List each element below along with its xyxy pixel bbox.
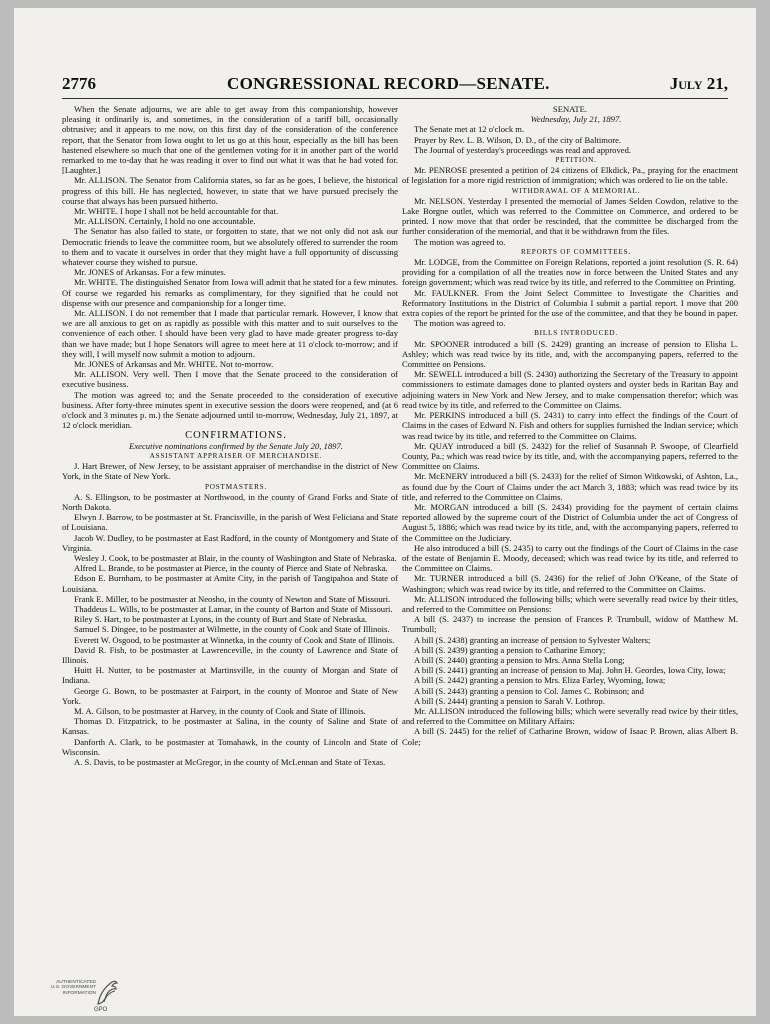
subheading: ASSISTANT APPRAISER OF MERCHANDISE. <box>149 451 323 460</box>
paragraph: A bill (S. 2438) granting an increase of pension to Sylvester Walters; <box>414 634 651 645</box>
paragraph: A bill (S. 2439) granting a pension to Catharine Emory; <box>414 644 606 655</box>
paragraph: A bill (S. 2441) granting an increase of pension to Maj. John H. Geordes, Iowa City, Iowa; <box>414 665 726 676</box>
paragraph: The Senate met at 12 o'clock m. <box>414 124 525 135</box>
paragraph: Mr. ALLISON. The Senator from California states, so far as he goes, I believe, the historical progress of this bill. He has neglected, however, to state that we have pursued precisely the course that always has been pursued hitherto. <box>62 175 398 206</box>
gpo-mark: GPO <box>94 1007 108 1013</box>
paragraph: George G. Bown, to be postmaster at Fairport, in the county of Monroe and State of New York. <box>62 685 398 706</box>
paragraph: Danforth A. Clark, to be postmaster at Tomahawk, in the county of Lincoln and State of Wisconsin. <box>62 736 398 757</box>
page-header <box>62 74 728 96</box>
paragraph: Mr. TURNER introduced a bill (S. 2436) for the relief of John O'Keane, of the State of Washington; which was read twice by its title, and referred to the Committee on Claims. <box>402 573 738 594</box>
subheading: BILLS INTRODUCED. <box>534 329 618 338</box>
right-column <box>402 104 738 976</box>
paragraph: Mr. QUAY introduced a bill (S. 2432) for the relief of Susannah P. Swoope, of Clearfield County, Pa.; which was read twice by its title, and, with the accompanying papers, referred to the Committee on Claims. <box>402 440 738 472</box>
paragraph: Huitt H. Nutter, to be postmaster at Martinsville, in the county of Morgan and State of Indiana. <box>62 665 398 686</box>
paragraph: J. Hart Brewer, of New Jersey, to be assistant appraiser of merchandise in the district of New York, in the State of New York. <box>62 461 398 482</box>
page-title: CONGRESSIONAL RECORD—SENATE. <box>227 74 550 93</box>
paragraph: Mr. WHITE. The distinguished Senator from Iowa will admit that he stated for a few minutes. Of course we regarded his remarks as complimentary, for they signified that he could not dispense with our presence and companionship for a longer time. <box>62 277 398 308</box>
paragraph: Mr. McENERY introduced a bill (S. 2433) for the relief of Simon Witkowski, of Ashton, La., as found due by the Court of Claims under the act March 3, 1883; which was read twice by its title, and referred to the Committee on Claims. <box>402 471 738 502</box>
paragraph: A bill (S. 2440) granting a pension to Mrs. Anna Stella Long; <box>414 654 625 665</box>
paragraph: Mr. ALLISON. I do not remember that I made that particular remark. However, I know that we are all anxious to get on as rapidly as possible with this matter and to suit ourselves to the convenience of each other. I should have been very glad to have made greater progress to-day than we have made; but I hope Senators will agree to meet here at 11 o'clock to-morrow; and if they will, I will myself now submit a motion to adjourn. <box>62 308 398 359</box>
gpo-label: AUTHENTICATED U.S. GOVERNMENT INFORMATION <box>50 980 96 996</box>
paragraph: Mr. SEWELL introduced a bill (S. 2430) authorizing the Secretary of the Treasury to appoint commissioners to estimate damages done to planted oysters and oyster beds in Raritan Bay and adjoining waters in New York and New Jersey, and to make compensation therefor; which was read twice by its title, and referred to the Committee on Claims. <box>402 369 738 410</box>
paragraph: Mr. ALLISON. Very well. Then I move that the Senate proceed to the consideration of executive business. <box>62 369 398 390</box>
paragraph: Wesley J. Cook, to be postmaster at Blair, in the county of Washington and State of Nebraska. <box>74 552 397 563</box>
paragraph: Mr. MORGAN introduced a bill (S. 2434) providing for the payment of certain claims reported allowed by the supreme court of the District of Columbia under the act of Congress of August 5, 1886; which was read twice by its title, and, with the accompanying papers, referred to the Committee on the Judiciary. <box>402 501 738 543</box>
subheading: PETITION. <box>555 156 597 165</box>
left-column <box>62 104 398 976</box>
paragraph: Alfred L. Brande, to be postmaster at Pierce, in the county of Pierce and State of Nebraska. <box>74 563 388 574</box>
paragraph: Jacob W. Dudley, to be postmaster at East Radford, in the county of Montgomery and State of Virginia. <box>62 532 398 553</box>
paragraph: Mr. PERKINS introduced a bill (S. 2431) to carry into effect the findings of the Court of Claims in the cases of Edward N. Fish and others for supplies furnished the Indian service; which was read twice by its title, and referred to the Committee on Claims. <box>402 410 738 441</box>
paragraph: Thomas D. Fitzpatrick, to be postmaster at Salina, in the county of Saline and State of Kansas. <box>62 716 398 737</box>
paragraph: Edson E. Burnham, to be postmaster at Amite City, in the parish of Tangipahoa and State of Louisiana. <box>62 573 398 594</box>
paragraph: Mr. WHITE. I hope I shall not be held accountable for that. <box>74 206 279 217</box>
paragraph: He also introduced a bill (S. 2435) to carry out the findings of the Court of Claims in the case of the estate of Benjamin E. Moody, deceased; which was read twice by its title, and referred to the Committee on Claims. <box>402 542 738 574</box>
paragraph: Mr. PENROSE presented a petition of 24 citizens of Elkdick, Pa., praying for the enactment of legislation for a more rigid restriction of immigration; which was ordered to lie on the table. <box>402 165 738 186</box>
page-date: July 21, <box>669 74 728 93</box>
paragraph: Everett W. Osgood, to be postmaster at Winnetka, in the county of Cook and State of Illinois. <box>74 634 395 645</box>
paragraph: Mr. ALLISON introduced the following bills; which were severally read twice by their titles, and referred to the Committee on Pensions: <box>402 593 738 614</box>
document-page <box>14 8 756 1016</box>
header-rule <box>62 98 728 99</box>
paragraph: A bill (S. 2444) granting a pension to Sarah V. Lothrop. <box>414 695 605 706</box>
paragraph: A bill (S. 2437) to increase the pension of Frances P. Trumbull, widow of Matthew M. Trumbull; <box>402 614 738 635</box>
paragraph: A bill (S. 2442) granting a pension to Mrs. Eliza Farley, Wyoming, Iowa; <box>414 675 666 686</box>
paragraph: The Journal of yesterday's proceedings was read and approved. <box>414 144 632 155</box>
italic-caption: Wednesday, July 21, 1897. <box>530 114 622 125</box>
paragraph: The motion was agreed to. <box>414 318 506 329</box>
paragraph: Mr. SPOONER introduced a bill (S. 2429) granting an increase of pension to Elisha L. Ashley; which was read twice by its title, and, with the accompanying papers, referred to the Committee on Pensions. <box>402 338 738 370</box>
section-heading: CONFIRMATIONS. <box>185 429 287 441</box>
paragraph: The motion was agreed to. <box>414 236 506 247</box>
gpo-authentication-logo <box>32 976 122 1016</box>
subheading: WITHDRAWAL OF A MEMORIAL. <box>511 186 641 195</box>
paragraph: A bill (S. 2443) granting a pension to Col. James C. Robinson; and <box>414 685 644 696</box>
paragraph: When the Senate adjourns, we are able to get away from this companionship, however pleasing it ordinarily is, and sometimes, in the consideration of a tariff bill, occasionally obtrusive; and it appears to me now, on this first day of the consideration of the conference report, that the Senator from Iowa ought to let us go at this hour, especially as the bill has been hastened elsewhere so much that one of the gentlemen voting for it in another part of the world remarked to me to-day that he was reading it over to find out what it was that he had voted for. [Laughter.] <box>62 104 398 176</box>
paragraph: David R. Fish, to be postmaster at Lawrenceville, in the county of Lawrence and State of Illinois. <box>62 644 398 665</box>
paragraph: M. A. Gilson, to be postmaster at Harvey, in the county of Cook and State of Illinois. <box>74 705 366 716</box>
paragraph: The Senator has also failed to state, or forgotten to state, that we not only did not ask our Democratic friends to leave the committee room, but we absolutely offered to surrender the room to them and to vacate it ourselves in order that they might have a full opportunity of discussing whatever course they wished to pursue. <box>62 226 398 268</box>
paragraph: Mr. ALLISON introduced the following bills; which were severally read twice by their titles, and referred to the Committee on Military Affairs: <box>402 705 738 727</box>
paragraph: Mr. NELSON. Yesterday I presented the memorial of James Selden Cowdon, relative to the Lake Borgne outlet, which was referred to the Committee on Commerce, and ordered to be printed. I now move that that order be rescinded, that the committee be discharged from the further consideration of the memorial, and that it be withdrawn from the files. <box>402 195 738 237</box>
subheading: REPORTS OF COMMITTEES. <box>520 247 632 256</box>
paragraph: Riley S. Hart, to be postmaster at Lyons, in the county of Burt and State of Nebraska. <box>74 614 368 625</box>
paragraph: Samuel S. Dingee, to be postmaster at Wilmette, in the county of Cook and State of Illinois. <box>74 624 390 635</box>
paragraph: Prayer by Rev. L. B. Wilson, D. D., of the city of Baltimore. <box>414 134 622 145</box>
paragraph: Thaddeus L. Wills, to be postmaster at Lamar, in the county of Barton and State of Missouri. <box>74 603 393 614</box>
paragraph: Mr. JONES of Arkansas. For a few minutes. <box>74 267 226 278</box>
paragraph: Mr. ALLISON. Certainly, I hold no one accountable. <box>74 216 256 227</box>
paragraph: A. S. Davis, to be postmaster at McGregor, in the county of McLennan and State of Texas. <box>74 757 386 767</box>
paragraph: Frank E. Miller, to be postmaster at Neosho, in the county of Newton and State of Missouri. <box>74 593 391 604</box>
paragraph: Mr. FAULKNER. From the Joint Select Committee to Investigate the Charities and Reformatory Institutions in the District of Columbia I submit a partial report. I move that 200 extra copies of the report be printed for the use of the committee, and that they be bound in paper. <box>402 287 738 319</box>
paragraph: The motion was agreed to; and the Senate proceeded to the consideration of executive business. After forty-three minutes spent in executive session the doors were reopened, and (at 6 o'clock and 3 minutes p. m.) the Senate adjourned until to-morrow, Wednesday, July 21, 1897, at 12 o'clock meridian. <box>62 389 398 431</box>
paragraph: A bill (S. 2445) for the relief of Catharine Brown, widow of Isaac P. Brown, alias Albert B. Cole; <box>402 726 738 747</box>
paragraph: Elwyn J. Barrow, to be postmaster at St. Francisville, in the parish of West Feliciana and State of Louisiana. <box>62 512 398 533</box>
paragraph: Mr. LODGE, from the Committee on Foreign Relations, reported a joint resolution (S. R. 64) providing for a compilation of all the treaties now in force between the United States and any foreign government; which was read twice by its title, and referred to the Committee on Printing. <box>402 257 738 288</box>
italic-caption: Executive nominations confirmed by the Senate July 20, 1897. <box>129 440 343 451</box>
subheading: POSTMASTERS. <box>204 482 268 491</box>
paragraph: Mr. JONES of Arkansas and Mr. WHITE. Not to-morrow. <box>74 359 274 370</box>
section-heading: SENATE. <box>552 104 588 114</box>
eagle-icon <box>94 976 120 1008</box>
paragraph: A. S. Ellingson, to be postmaster at Northwood, in the county of Grand Forks and State of North Dakota. <box>62 491 398 512</box>
page-number: 2776 <box>62 74 96 93</box>
